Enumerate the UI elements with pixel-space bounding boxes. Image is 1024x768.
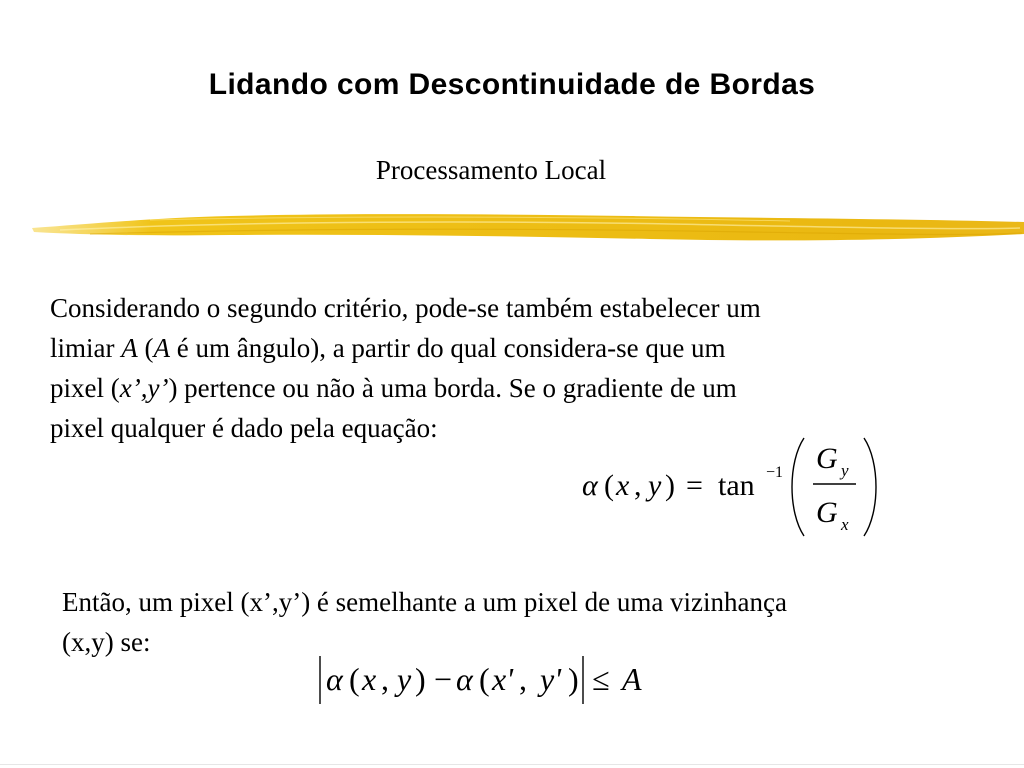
eq-comma: ,: [519, 661, 527, 697]
eq-equals: =: [686, 469, 703, 502]
eq-function-tan: tan: [718, 469, 755, 502]
yellow-brush-stroke: [30, 204, 1024, 248]
eq-variable-y-prime: y': [540, 661, 562, 697]
denominator-subscript: x: [841, 515, 849, 534]
eq-exponent: −1: [766, 464, 784, 481]
alpha-symbol: α: [456, 661, 473, 697]
text-fragment: limiar: [50, 333, 122, 363]
slide-bottom-divider: [0, 764, 1024, 765]
eq-variable-y: y: [648, 469, 662, 502]
text-fragment: (: [137, 333, 154, 363]
eq-variable-x: x: [616, 469, 630, 502]
paragraph-line: (x,y) se:: [62, 627, 151, 657]
eq-variable-x-prime: x': [492, 661, 514, 697]
alpha-symbol: α: [582, 469, 598, 502]
eq-paren: (: [479, 661, 490, 697]
slide-title: Lidando com Descontinuidade de Bordas: [208, 68, 816, 101]
similarity-inequality: [316, 652, 696, 708]
paragraph-line: Então, um pixel (x’,y’) é semelhante a um pixel de uma vizinhança: [62, 587, 787, 617]
alpha-symbol: α: [326, 661, 343, 697]
denominator-G: G: [816, 496, 838, 529]
paragraph-line: pixel qualquer é dado pela equação:: [50, 413, 438, 443]
eq-variable-y: y: [397, 661, 412, 697]
variable-A: A: [121, 333, 138, 363]
eq-variable-A: A: [622, 661, 642, 697]
variable-A: A: [153, 333, 170, 363]
paragraph-line: Considerando o segundo critério, pode-se também estabelecer um: [50, 293, 761, 323]
eq-paren: (: [604, 469, 614, 502]
eq-paren: (: [349, 661, 360, 697]
eq-comma: ,: [634, 469, 642, 502]
paragraph-criteria: [50, 288, 1000, 448]
eq-paren: ): [665, 469, 675, 502]
numerator-G: G: [816, 442, 838, 475]
paragraph-similarity: [62, 582, 1012, 662]
text-fragment: ) pertence ou não à uma borda. Se o gradiente de um: [168, 373, 737, 403]
eq-variable-x: x: [362, 661, 377, 697]
gradient-angle-equation: [582, 432, 882, 542]
numerator-subscript: y: [841, 461, 849, 480]
eq-paren: ): [415, 661, 426, 697]
paragraph-line: [50, 328, 1000, 368]
variable-xy-prime: x’,y’: [119, 373, 169, 403]
eq-minus: −: [434, 661, 453, 697]
text-fragment: pixel (: [50, 373, 120, 403]
text-fragment: é um ângulo), a partir do qual considera-se que um: [169, 333, 726, 363]
eq-comma: ,: [381, 661, 389, 697]
eq-paren: ): [568, 661, 579, 697]
paragraph-line: [50, 368, 1000, 408]
left-paren-large: [792, 438, 804, 536]
slide-subtitle: Processamento Local: [375, 155, 607, 185]
eq-leq: ≤: [592, 661, 610, 697]
right-paren-large: [864, 438, 876, 536]
